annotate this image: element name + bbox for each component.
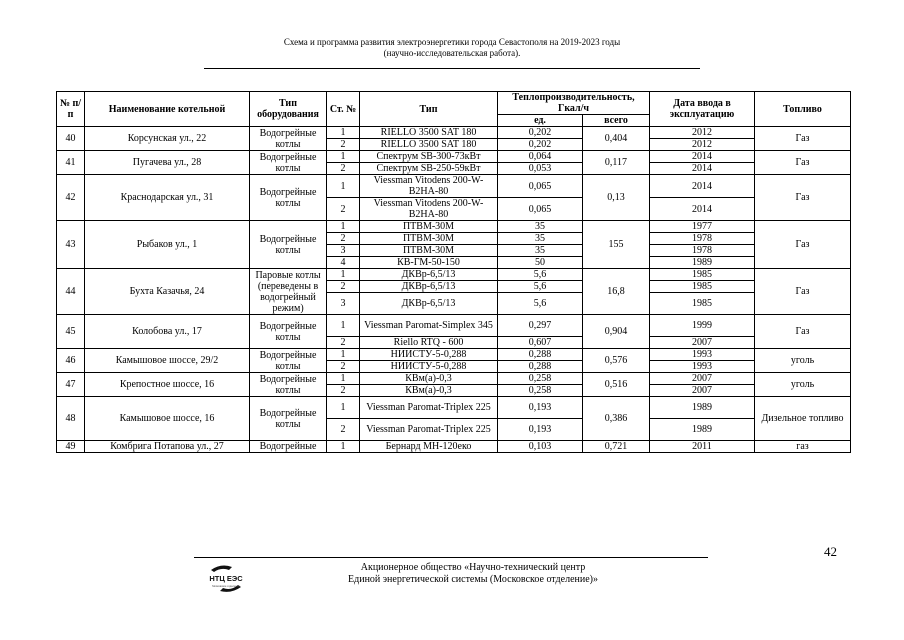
col-header-unit: ед.	[498, 115, 583, 127]
cell-st: 1	[327, 349, 360, 361]
cell-unit-capacity: 35	[498, 245, 583, 257]
col-header-type: Тип	[360, 92, 498, 127]
cell-type: Viessman Vitodens 200-W-B2HA-80	[360, 175, 498, 198]
cell-num: 46	[57, 349, 85, 373]
cell-fuel: газ	[755, 441, 851, 453]
cell-st: 2	[327, 337, 360, 349]
cell-unit-capacity: 5,6	[498, 269, 583, 281]
cell-date: 2007	[650, 373, 755, 385]
cell-unit-capacity: 0,065	[498, 198, 583, 221]
cell-unit-capacity: 5,6	[498, 293, 583, 315]
cell-st: 1	[327, 127, 360, 139]
cell-unit-capacity: 0,258	[498, 373, 583, 385]
cell-total-capacity: 0,576	[583, 349, 650, 373]
logo-text: НТЦ ЕЭС	[209, 574, 243, 583]
col-header-capacity: Теплопроизводительность, Гкал/ч	[498, 92, 650, 115]
boiler-table	[56, 91, 851, 453]
col-header-date: Дата ввода в эксплуатацию	[650, 92, 755, 127]
cell-date: 1977	[650, 221, 755, 233]
cell-num: 42	[57, 175, 85, 221]
cell-date: 1985	[650, 293, 755, 315]
col-header-name: Наименование котельной	[85, 92, 250, 127]
cell-fuel: Газ	[755, 269, 851, 315]
cell-st: 1	[327, 175, 360, 198]
table-row	[57, 315, 851, 337]
cell-total-capacity: 0,516	[583, 373, 650, 397]
col-header-num: № п/п	[57, 92, 85, 127]
cell-equip-type: Водогрейные котлы	[250, 315, 327, 349]
cell-num: 43	[57, 221, 85, 269]
cell-date: 1985	[650, 281, 755, 293]
header-divider	[204, 68, 700, 69]
col-header-equip-type: Тип оборудования	[250, 92, 327, 127]
cell-num: 40	[57, 127, 85, 151]
cell-st: 1	[327, 441, 360, 453]
cell-total-capacity: 0,404	[583, 127, 650, 151]
cell-name: Корсунская ул., 22	[85, 127, 250, 151]
col-header-fuel: Топливо	[755, 92, 851, 127]
cell-equip-type: Водогрейные котлы	[250, 175, 327, 221]
cell-date: 2012	[650, 139, 755, 151]
cell-fuel: Газ	[755, 151, 851, 175]
cell-date: 1999	[650, 315, 755, 337]
cell-unit-capacity: 0,258	[498, 385, 583, 397]
table-row	[57, 127, 851, 139]
cell-unit-capacity: 35	[498, 221, 583, 233]
cell-total-capacity: 16,8	[583, 269, 650, 315]
cell-st: 1	[327, 397, 360, 419]
cell-equip-type: Водогрейные	[250, 441, 327, 453]
cell-date: 2007	[650, 385, 755, 397]
cell-unit-capacity: 0,288	[498, 361, 583, 373]
table-row	[57, 151, 851, 163]
document-header	[0, 37, 904, 59]
cell-type: Viessman Paromat-Triplex 225	[360, 419, 498, 441]
cell-st: 1	[327, 221, 360, 233]
cell-date: 1993	[650, 361, 755, 373]
col-header-total: всего	[583, 115, 650, 127]
cell-total-capacity: 0,117	[583, 151, 650, 175]
cell-date: 2014	[650, 175, 755, 198]
cell-type: Спектрум SB-300-73кВт	[360, 151, 498, 163]
cell-equip-type: Водогрейные котлы	[250, 349, 327, 373]
cell-name: Рыбаков ул., 1	[85, 221, 250, 269]
cell-type: ПТВМ-30М	[360, 245, 498, 257]
table-row	[57, 441, 851, 453]
cell-num: 49	[57, 441, 85, 453]
cell-date: 1978	[650, 245, 755, 257]
cell-date: 2012	[650, 127, 755, 139]
cell-st: 2	[327, 233, 360, 245]
cell-unit-capacity: 0,193	[498, 419, 583, 441]
cell-type: ПТВМ-30М	[360, 233, 498, 245]
cell-num: 41	[57, 151, 85, 175]
cell-unit-capacity: 35	[498, 233, 583, 245]
cell-st: 2	[327, 385, 360, 397]
cell-st: 1	[327, 269, 360, 281]
cell-equip-type: Водогрейные котлы	[250, 127, 327, 151]
cell-total-capacity: 0,13	[583, 175, 650, 221]
cell-fuel: Газ	[755, 315, 851, 349]
cell-st: 2	[327, 198, 360, 221]
cell-type: НИИСТУ-5-0,288	[360, 361, 498, 373]
cell-fuel: Газ	[755, 175, 851, 221]
cell-date: 1993	[650, 349, 755, 361]
cell-unit-capacity: 0,103	[498, 441, 583, 453]
cell-fuel: уголь	[755, 349, 851, 373]
cell-type: ПТВМ-30М	[360, 221, 498, 233]
cell-equip-type: Водогрейные котлы	[250, 373, 327, 397]
cell-fuel: Газ	[755, 221, 851, 269]
cell-num: 48	[57, 397, 85, 441]
cell-date: 2014	[650, 198, 755, 221]
cell-unit-capacity: 0,607	[498, 337, 583, 349]
cell-type: RIELLO 3500 SAT 180	[360, 127, 498, 139]
cell-date: 2011	[650, 441, 755, 453]
cell-st: 1	[327, 373, 360, 385]
cell-st: 2	[327, 419, 360, 441]
cell-st: 3	[327, 293, 360, 315]
cell-type: Viessman Paromat-Triplex 225	[360, 397, 498, 419]
footer-line-2: Единой энергетической системы (Московское отделение)»	[348, 574, 598, 585]
cell-unit-capacity: 50	[498, 257, 583, 269]
cell-type: КВм(а)-0,3	[360, 373, 498, 385]
table-body	[57, 127, 851, 453]
footer-line-1: Акционерное общество «Научно-технический центр	[360, 562, 586, 573]
cell-type: RIELLO 3500 SAT 180	[360, 139, 498, 151]
cell-date: 2007	[650, 337, 755, 349]
cell-st: 1	[327, 151, 360, 163]
table-row	[57, 349, 851, 361]
cell-unit-capacity: 0,202	[498, 139, 583, 151]
cell-date: 1989	[650, 257, 755, 269]
cell-equip-type: Водогрейные котлы	[250, 151, 327, 175]
footer-text	[318, 562, 628, 586]
cell-num: 45	[57, 315, 85, 349]
cell-date: 2014	[650, 151, 755, 163]
logo-subtext: Московское отделение	[212, 585, 240, 588]
cell-unit-capacity: 0,053	[498, 163, 583, 175]
cell-unit-capacity: 0,288	[498, 349, 583, 361]
cell-type: КВм(а)-0,3	[360, 385, 498, 397]
table-row	[57, 175, 851, 198]
cell-type: ДКВр-6,5/13	[360, 293, 498, 315]
cell-fuel: уголь	[755, 373, 851, 397]
cell-st: 3	[327, 245, 360, 257]
header-line-2: (научно-исследовательская работа).	[383, 48, 521, 58]
cell-num: 44	[57, 269, 85, 315]
cell-date: 1989	[650, 419, 755, 441]
cell-name: Камышовое шоссе, 29/2	[85, 349, 250, 373]
cell-name: Крепостное шоссе, 16	[85, 373, 250, 397]
table-row	[57, 269, 851, 281]
cell-type: НИИСТУ-5-0,288	[360, 349, 498, 361]
cell-st: 2	[327, 361, 360, 373]
cell-type: КВ-ГМ-50-150	[360, 257, 498, 269]
cell-st: 1	[327, 315, 360, 337]
cell-unit-capacity: 0,297	[498, 315, 583, 337]
cell-st: 2	[327, 139, 360, 151]
cell-unit-capacity: 0,193	[498, 397, 583, 419]
cell-type: Бернард МН-120еко	[360, 441, 498, 453]
cell-date: 2014	[650, 163, 755, 175]
cell-st: 2	[327, 281, 360, 293]
cell-name: Камышовое шоссе, 16	[85, 397, 250, 441]
cell-st: 4	[327, 257, 360, 269]
cell-fuel: Дизельное топливо	[755, 397, 851, 441]
cell-type: ДКВр-6,5/13	[360, 281, 498, 293]
cell-date: 1989	[650, 397, 755, 419]
cell-date: 1985	[650, 269, 755, 281]
company-logo	[205, 563, 247, 595]
cell-fuel: Газ	[755, 127, 851, 151]
footer-divider	[194, 557, 708, 558]
cell-date: 1978	[650, 233, 755, 245]
cell-total-capacity: 0,721	[583, 441, 650, 453]
table-row	[57, 221, 851, 233]
cell-unit-capacity: 0,202	[498, 127, 583, 139]
cell-type: ДКВр-6,5/13	[360, 269, 498, 281]
cell-total-capacity: 0,904	[583, 315, 650, 349]
cell-equip-type: Водогрейные котлы	[250, 397, 327, 441]
cell-st: 2	[327, 163, 360, 175]
cell-total-capacity: 0,386	[583, 397, 650, 441]
cell-num: 47	[57, 373, 85, 397]
cell-type: Viessman Vitodens 200-W-B2HA-80	[360, 198, 498, 221]
cell-name: Колобова ул., 17	[85, 315, 250, 349]
table-row	[57, 373, 851, 385]
cell-unit-capacity: 5,6	[498, 281, 583, 293]
cell-unit-capacity: 0,064	[498, 151, 583, 163]
cell-type: Viessman Paromat-Simplex 345	[360, 315, 498, 337]
table-row	[57, 397, 851, 419]
cell-name: Бухта Казачья, 24	[85, 269, 250, 315]
cell-name: Пугачева ул., 28	[85, 151, 250, 175]
header-line-1: Схема и программа развития электроэнергетики города Севастополя на 2019-2023 годы	[283, 37, 621, 47]
cell-equip-type: Паровые котлы (переведены в водогрейный режим)	[250, 269, 327, 315]
cell-total-capacity: 155	[583, 221, 650, 269]
cell-type: Спектрум SB-250-59кВт	[360, 163, 498, 175]
cell-name: Комбрига Потапова ул., 27	[85, 441, 250, 453]
page-number: 42	[824, 544, 837, 559]
cell-name: Краснодарская ул., 31	[85, 175, 250, 221]
cell-type: Riello RTQ - 600	[360, 337, 498, 349]
cell-equip-type: Водогрейные котлы	[250, 221, 327, 269]
col-header-st: Ст. №	[327, 92, 360, 127]
cell-unit-capacity: 0,065	[498, 175, 583, 198]
